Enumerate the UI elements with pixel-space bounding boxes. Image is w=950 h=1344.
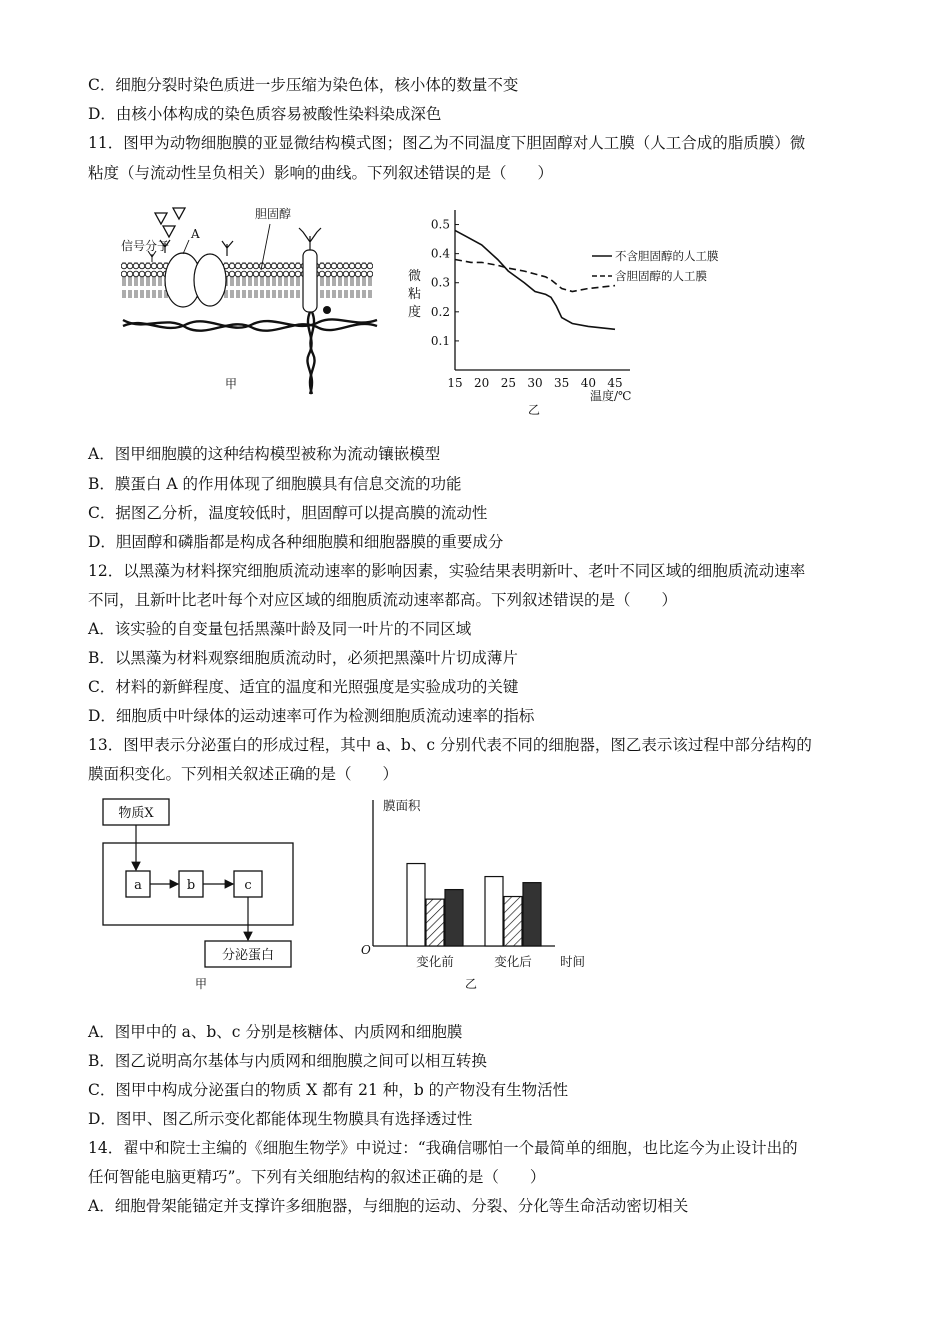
fig13-jia-caption: 甲 bbox=[195, 977, 208, 991]
y-tick-label: 0.5 bbox=[430, 217, 450, 232]
bar-structure-3-0 bbox=[445, 890, 463, 946]
x-axis-label: 温度/℃ bbox=[590, 389, 632, 403]
bar-structure-1-0 bbox=[407, 864, 425, 946]
y-tick-label: 0.2 bbox=[430, 304, 450, 319]
line-q12-option-b: B．以黑藻为材料观察细胞质流动时，必须把黑藻叶片切成薄片 bbox=[88, 649, 518, 667]
series-line-2 bbox=[455, 260, 615, 292]
y-axis-label-2: 粘 bbox=[408, 287, 422, 302]
category-label: 变化前 bbox=[416, 954, 454, 969]
x-tick-label: 40 bbox=[580, 376, 596, 390]
transmembrane-protein bbox=[303, 250, 317, 312]
y-axis-label-3: 度 bbox=[408, 305, 422, 320]
origin-label: O bbox=[361, 943, 371, 957]
fig13-yi-caption: 乙 bbox=[465, 977, 478, 991]
x-tick-label: 25 bbox=[500, 376, 516, 390]
line-q14-stem-2: 任何智能电脑更精巧”。下列有关细胞结构的叙述正确的是（ ） bbox=[88, 1168, 546, 1186]
svg-text:分泌蛋白: 分泌蛋白 bbox=[221, 948, 275, 963]
x-tick-label: 35 bbox=[554, 376, 570, 390]
glycoprotein-branch bbox=[299, 228, 321, 250]
line-q10-d: D．由核小体构成的染色质容易被酸性染料染成深色 bbox=[88, 105, 442, 123]
line-q11-option-d: D．胆固醇和磷脂都是构成各种细胞膜和细胞器膜的重要成分 bbox=[88, 533, 504, 551]
y-tick-label: 0.4 bbox=[430, 246, 450, 261]
legend-label-2: 含胆固醇的人工膜 bbox=[615, 269, 707, 283]
line-q11-option-a: A．图甲细胞膜的这种结构模型被称为流动镶嵌模型 bbox=[88, 445, 441, 463]
line-q13-stem-1: 13．图甲表示分泌蛋白的形成过程，其中 a、b、c 分别代表不同的细胞器，图乙表示该过程中部分结构的 bbox=[88, 736, 812, 754]
line-q11-option-c: C．据图乙分析，温度较低时，胆固醇可以提高膜的流动性 bbox=[88, 504, 488, 522]
y-axis-label: 膜面积 bbox=[383, 798, 421, 813]
y-tick-label: 0.3 bbox=[430, 275, 450, 290]
line-q12-option-d: D．细胞质中叶绿体的运动速率可作为检测细胞质流动速率的指标 bbox=[88, 707, 535, 725]
bar-structure-2-0 bbox=[426, 899, 444, 946]
membrane-protein-2 bbox=[194, 254, 226, 306]
line-q13-stem-2: 膜面积变化。下列相关叙述正确的是（ ） bbox=[88, 765, 399, 783]
y-axis-label-1: 微 bbox=[408, 269, 422, 284]
line-q12-stem-2: 不同，且新叶比老叶每个对应区域的细胞质流动速率都高。下列叙述错误的是（ ） bbox=[88, 591, 678, 609]
label-signal-molecule: 信号分子 bbox=[121, 239, 170, 253]
line-q13-option-a: A．图甲中的 a、b、c 分别是核糖体、内质网和细胞膜 bbox=[88, 1023, 463, 1041]
line-q14-option-a: A．细胞骨架能锚定并支撑许多细胞器，与细胞的运动、分裂、分化等生命活动密切相关 bbox=[88, 1197, 689, 1215]
svg-text:a: a bbox=[134, 878, 142, 893]
fig13-membrane-area-chart bbox=[355, 790, 605, 995]
fig11-viscosity-chart bbox=[400, 200, 760, 422]
svg-text:物质X: 物质X bbox=[118, 806, 154, 821]
line-q12-option-c: C．材料的新鲜程度、适宜的温度和光照强度是实验成功的关键 bbox=[88, 678, 519, 696]
lipid-bilayer bbox=[121, 262, 373, 298]
svg-text:c: c bbox=[244, 878, 252, 893]
signal-molecule-icon bbox=[155, 213, 167, 224]
line-q10-c: C．细胞分裂时染色质进一步压缩为染色体，核小体的数量不变 bbox=[88, 76, 519, 94]
bar-structure-3-1 bbox=[523, 883, 541, 946]
label-protein-a: A bbox=[191, 227, 200, 241]
svg-text:b: b bbox=[186, 878, 196, 893]
anchor-dot bbox=[323, 306, 331, 314]
line-q14-stem-1: 14．翟中和院士主编的《细胞生物学》中说过：“我确信哪怕一个最简单的细胞，也比迄今为止设计出的 bbox=[88, 1139, 798, 1157]
line-q13-option-d: D．图甲、图乙所示变化都能体现生物膜具有选择透过性 bbox=[88, 1110, 473, 1128]
series-line-1 bbox=[455, 230, 615, 329]
line-q11-stem-1: 11．图甲为动物细胞膜的亚显微结构模式图；图乙为不同温度下胆固醇对人工膜（人工合成的脂质膜）微 bbox=[88, 134, 806, 152]
line-q13-option-b: B．图乙说明高尔基体与内质网和细胞膜之间可以相互转换 bbox=[88, 1052, 487, 1070]
line-q12-stem-1: 12．以黑藻为材料探究细胞质流动速率的影响因素，实验结果表明新叶、老叶不同区域的细胞质流动速率 bbox=[88, 562, 806, 580]
line-q13-option-c: C．图甲中构成分泌蛋白的物质 X 都有 21 种，b 的产物没有生物活性 bbox=[88, 1081, 569, 1099]
bar-structure-1-1 bbox=[485, 877, 503, 946]
x-axis-label: 时间 bbox=[560, 954, 586, 969]
x-tick-label: 30 bbox=[527, 376, 543, 390]
fig11-membrane-diagram bbox=[115, 198, 385, 398]
x-tick-label: 15 bbox=[447, 376, 463, 390]
line-q11-stem-2: 粘度（与流动性呈负相关）影响的曲线。下列叙述错误的是（ ） bbox=[88, 164, 554, 182]
line-q12-option-a: A．该实验的自变量包括黑藻叶龄及同一叶片的不同区域 bbox=[88, 620, 472, 638]
y-tick-label: 0.1 bbox=[430, 333, 450, 348]
signal-molecule-icon bbox=[163, 226, 175, 237]
signal-molecule-icon bbox=[173, 208, 185, 219]
fig11-jia-caption: 甲 bbox=[225, 377, 238, 391]
label-cholesterol: 胆固醇 bbox=[255, 207, 292, 221]
category-label: 变化后 bbox=[494, 954, 532, 969]
glycoprotein-branch bbox=[222, 241, 233, 256]
x-tick-label: 45 bbox=[607, 376, 623, 390]
x-tick-label: 20 bbox=[474, 376, 490, 390]
cytoskeleton-fiber bbox=[123, 320, 377, 331]
fig13-secretion-diagram bbox=[95, 795, 305, 995]
fig11-yi-caption: 乙 bbox=[528, 403, 541, 417]
legend-label-1: 不含胆固醇的人工膜 bbox=[615, 249, 719, 263]
line-q11-option-b: B．膜蛋白 A 的作用体现了细胞膜具有信息交流的功能 bbox=[88, 475, 462, 493]
bar-structure-2-1 bbox=[504, 897, 522, 946]
